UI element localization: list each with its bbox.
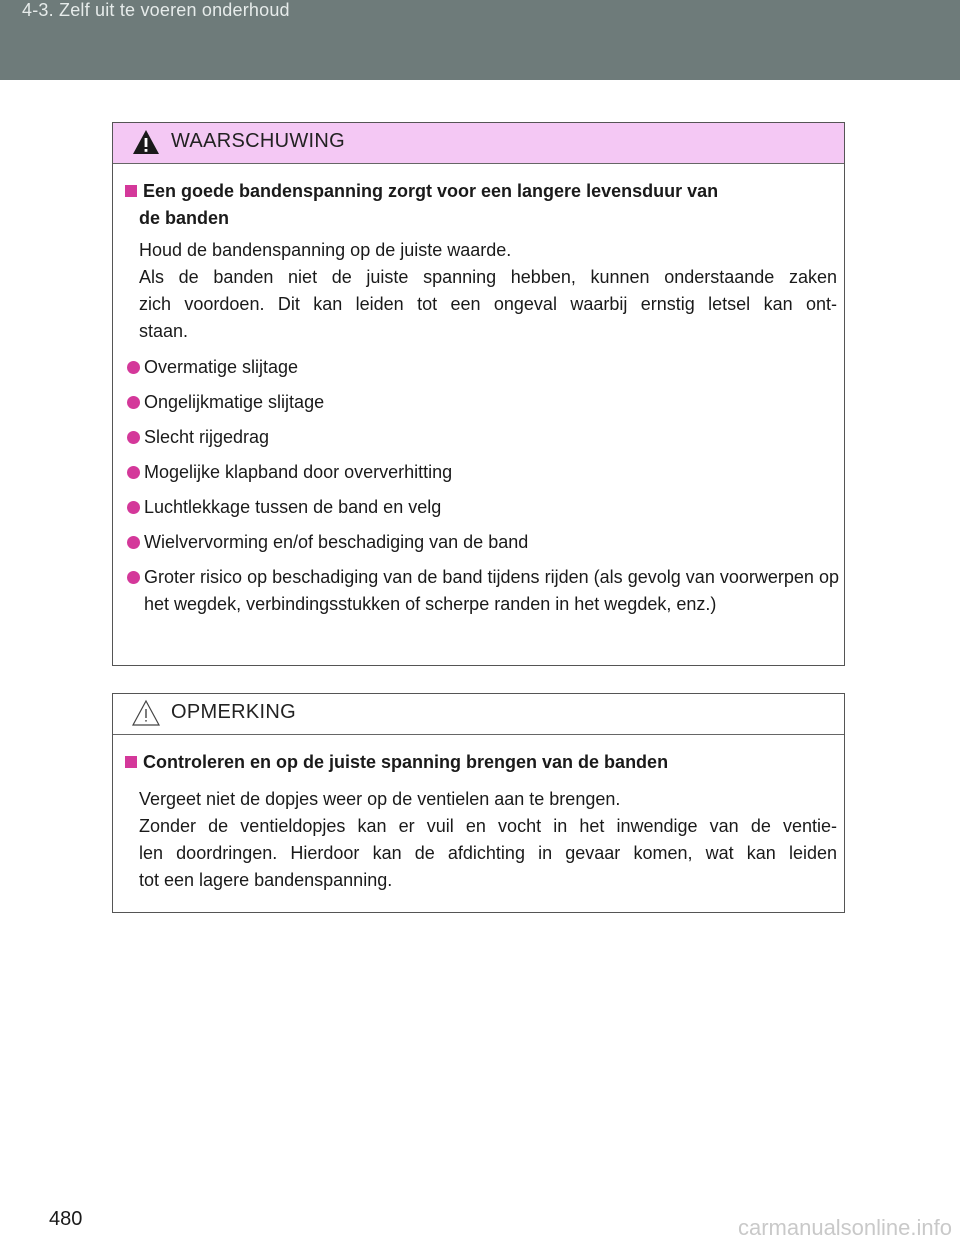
note-heading-text: Controleren en op de juiste spanning brengen van de banden (143, 752, 669, 772)
circle-bullet-icon (127, 536, 140, 549)
note-paragraph (139, 786, 837, 894)
bullet-text: Slecht rijgedrag (144, 427, 270, 447)
note-title: OPMERKING (171, 701, 296, 723)
list-item (127, 354, 839, 381)
intro-line: Houd de bandenspanning op de juiste waarde. (139, 240, 512, 260)
note-header (113, 694, 844, 735)
intro-line: zich voordoen. Dit kan leiden tot een ongeval waarbij ernstig letsel kan ont- (139, 294, 837, 314)
warning-heading-line1: Een goede bandenspanning zorgt voor een langere levensduur van (143, 181, 719, 201)
section-breadcrumb: 4-3. Zelf uit te voeren onderhoud (22, 0, 290, 20)
list-item (127, 564, 839, 618)
note-box (112, 693, 845, 913)
page-header (0, 0, 960, 80)
warning-heading (125, 178, 718, 205)
note-line: Zonder de ventieldopjes kan er vuil en vocht in het inwendige van de ventie- (139, 816, 837, 836)
square-bullet-icon (125, 185, 137, 197)
circle-bullet-icon (127, 361, 140, 374)
bullet-text: Groter risico op beschadiging van de band tijdens rijden (als gevolg van voorwerpen op het wegdek, verbindingsstukken of scherpe randen in het wegdek, enz.) (144, 567, 839, 614)
warning-header (113, 123, 844, 164)
note-heading (125, 749, 668, 776)
square-bullet-icon (125, 756, 137, 768)
note-line: Vergeet niet de dopjes weer op de ventielen aan te brengen. (139, 789, 621, 809)
warning-heading-line2: de banden (139, 208, 230, 228)
list-item (127, 494, 839, 521)
list-item (127, 529, 839, 556)
list-item (127, 389, 839, 416)
warning-title: WAARSCHUWING (171, 130, 345, 152)
warning-box (112, 122, 845, 666)
list-item (127, 424, 839, 451)
circle-bullet-icon (127, 466, 140, 479)
bullet-text: Mogelijke klapband door oververhitting (144, 462, 453, 482)
bullet-text: Overmatige slijtage (144, 357, 299, 377)
circle-bullet-icon (127, 571, 140, 584)
watermark: carmanualsonline.info (737, 1215, 952, 1240)
circle-bullet-icon (127, 431, 140, 444)
warning-triangle-icon (131, 127, 161, 157)
intro-line: staan. (139, 321, 189, 341)
circle-bullet-icon (127, 501, 140, 514)
circle-bullet-icon (127, 396, 140, 409)
bullet-text: Luchtlekkage tussen de band en velg (144, 497, 442, 517)
intro-line: Als de banden niet de juiste spanning hebben, kunnen onderstaande zaken (139, 267, 837, 287)
list-item (127, 459, 839, 486)
warning-intro (139, 237, 837, 345)
note-line: len doordringen. Hierdoor kan de afdichting in gevaar komen, wat kan leiden (139, 843, 837, 863)
caution-outline-triangle-icon (131, 698, 161, 728)
bullet-text: Wielvervorming en/of beschadiging van de band (144, 532, 529, 552)
note-line: tot een lagere bandenspanning. (139, 870, 393, 890)
bullet-text: Ongelijkmatige slijtage (144, 392, 325, 412)
page-number: 480 (49, 1208, 83, 1230)
